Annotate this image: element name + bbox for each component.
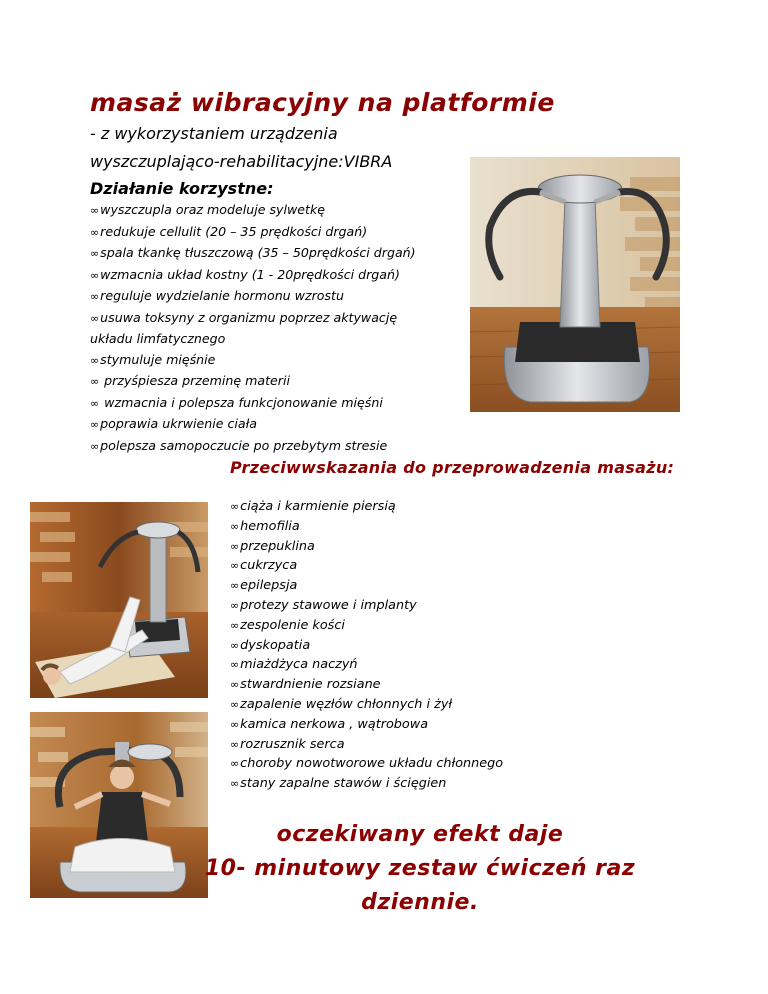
list-item-text: spala tkankę tłuszczową (35 – 50prędkości drgań) (100, 245, 416, 260)
list-item (90, 265, 416, 287)
list-item (230, 675, 503, 695)
bullet-icon: ∞ (90, 353, 100, 367)
bullet-icon: ∞ (90, 396, 100, 410)
outro-line-1: oczekiwany efekt daje (276, 822, 564, 847)
list-item (90, 286, 416, 308)
outro-line-2: 10- minutowy zestaw ćwiczeń raz (204, 856, 636, 881)
vibration-platform-photo (470, 157, 680, 412)
list-item-text: rozrusznik serca (240, 736, 345, 752)
list-item (230, 754, 503, 774)
lying-exercise-photo (30, 502, 208, 698)
outro-line-3: dziennie. (361, 890, 479, 915)
list-item (230, 715, 503, 735)
list-item (230, 537, 503, 557)
list-item (90, 329, 416, 350)
bullet-icon: ∞ (90, 225, 100, 239)
list-item (90, 200, 416, 222)
list-item-text: cukrzyca (240, 558, 298, 574)
list-item (230, 695, 503, 715)
list-item-text: przepuklina (240, 538, 315, 554)
benefits-list (90, 200, 416, 457)
bullet-icon: ∞ (90, 375, 100, 388)
list-item-text: wyszczupla oraz modeluje sylwetkę (100, 202, 326, 217)
bullet-icon: ∞ (230, 697, 240, 711)
list-item (90, 350, 416, 372)
list-item-text: zespolenie kości (240, 617, 345, 633)
bullet-icon: ∞ (230, 777, 240, 791)
list-item (90, 436, 416, 458)
bullet-icon: ∞ (230, 500, 240, 513)
bullet-icon: ∞ (230, 618, 240, 632)
list-item (230, 655, 503, 675)
list-item-text: dyskopatia (240, 637, 311, 653)
list-item (230, 556, 503, 576)
list-item (90, 243, 416, 265)
list-item (230, 774, 503, 794)
expected-effect (200, 818, 640, 920)
contraindications-list (230, 497, 503, 794)
bullet-icon: ∞ (230, 539, 240, 553)
list-item (90, 371, 416, 393)
list-item (90, 308, 416, 330)
list-item-text: wzmacnia i polepsza funkcjonowanie mięśni (100, 394, 383, 410)
benefits-heading: Działanie korzystne: (90, 179, 274, 198)
list-item-text: hemofilia (240, 518, 300, 534)
bullet-icon: ∞ (90, 290, 100, 303)
list-item (230, 596, 503, 616)
bullet-icon: ∞ (90, 418, 100, 431)
list-item-text: kamica nerkowa , wątrobowa (240, 716, 429, 732)
bullet-icon: ∞ (90, 204, 100, 217)
bullet-icon: ∞ (90, 247, 100, 260)
bullet-icon: ∞ (230, 658, 240, 672)
list-item-text: polepsza samopoczucie po przebytym stresie (100, 437, 388, 453)
list-item (90, 393, 416, 415)
list-item (90, 414, 416, 436)
bullet-icon: ∞ (230, 737, 240, 751)
list-item (230, 616, 503, 636)
bullet-icon: ∞ (90, 311, 100, 325)
bullet-icon: ∞ (90, 439, 100, 453)
list-item-text: stymuluje mięśnie (100, 351, 216, 367)
sitting-exercise-photo (30, 712, 208, 898)
list-item-text: ciąża i karmienie piersią (240, 499, 396, 514)
page-title: masaż wibracyjny na platformie (90, 88, 555, 117)
subtitle-line-1: - z wykorzystaniem urządzenia (90, 124, 338, 143)
contraindications-heading: Przeciwwskazania do przeprowadzenia masażu: (230, 458, 675, 477)
list-item-text: wzmacnia układ kostny (1 - 20prędkości drgań) (100, 266, 400, 282)
list-item (230, 636, 503, 656)
bullet-icon: ∞ (230, 638, 240, 652)
list-item (90, 222, 416, 244)
bullet-icon: ∞ (230, 598, 240, 612)
list-item (230, 497, 503, 517)
list-item-text: układu limfatycznego (90, 331, 226, 346)
list-item-text: epilepsja (240, 578, 298, 594)
list-item-text: protezy stawowe i implanty (240, 597, 417, 613)
list-item (230, 517, 503, 537)
bullet-icon: ∞ (230, 678, 240, 692)
list-item-text: poprawia ukrwienie ciała (100, 416, 257, 431)
bullet-icon: ∞ (230, 757, 240, 771)
bullet-icon: ∞ (230, 519, 240, 533)
list-item-text: miażdżyca naczyń (240, 657, 358, 673)
list-item-text: choroby nowotworowe układu chłonnego (240, 756, 504, 772)
list-item-text: zapalenie węzłów chłonnych i żył (240, 696, 453, 712)
bullet-icon: ∞ (230, 559, 240, 573)
bullet-icon: ∞ (230, 717, 240, 731)
list-item (230, 735, 503, 755)
list-item-text: reguluje wydzielanie hormonu wzrostu (100, 288, 344, 303)
list-item-text: stwardnienie rozsiane (240, 677, 381, 693)
list-item (230, 576, 503, 596)
list-item-text: stany zapalne stawów i ścięgien (240, 776, 447, 792)
list-item-text: przyśpiesza przeminę materii (100, 373, 290, 388)
list-item-text: usuwa toksyny z organizmu poprzez aktywację (100, 309, 398, 325)
bullet-icon: ∞ (230, 579, 240, 593)
subtitle-line-2: wyszczuplająco-rehabilitacyjne:VIBRA (90, 152, 393, 171)
bullet-icon: ∞ (90, 268, 100, 282)
list-item-text: redukuje cellulit (20 – 35 prędkości drgań) (100, 223, 368, 239)
